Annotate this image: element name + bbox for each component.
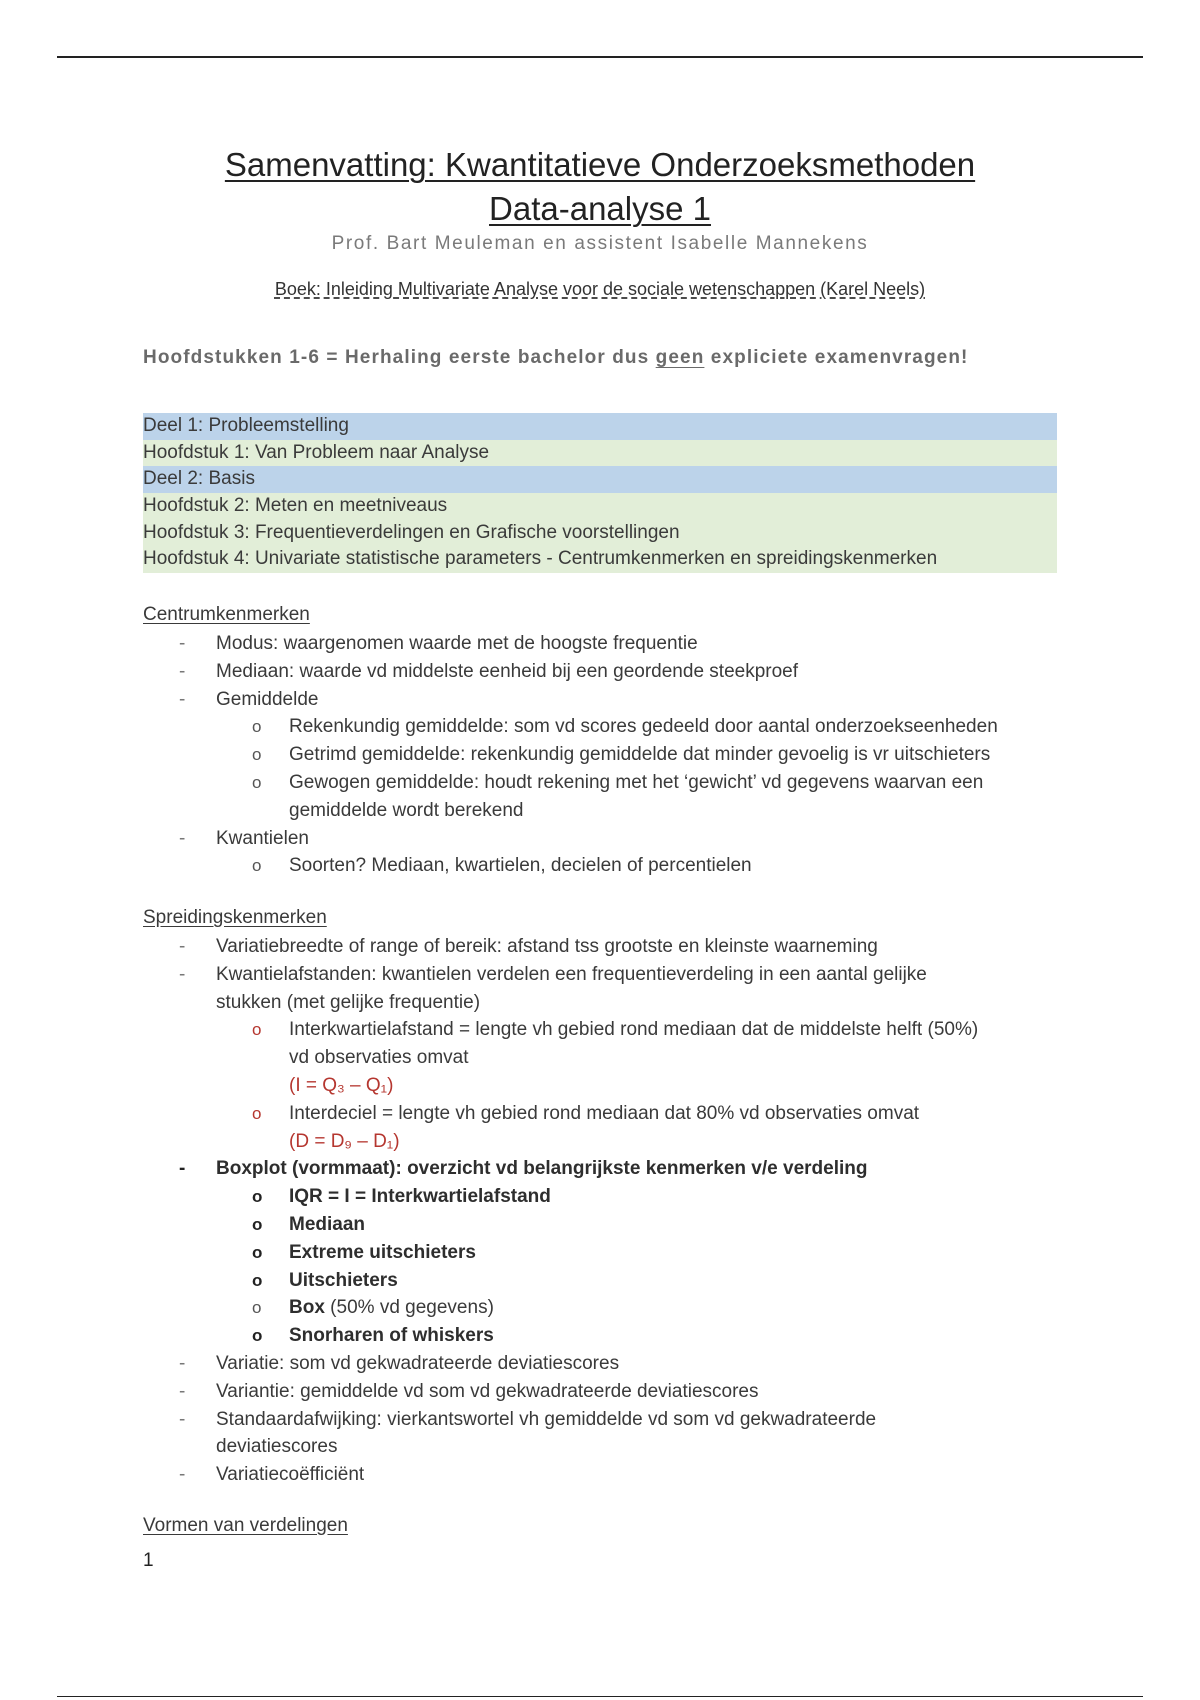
dash-bullet-icon: - xyxy=(179,1352,186,1374)
toc-item: Hoofdstuk 1: Van Probleem naar Analyse xyxy=(143,440,1057,467)
document-subtitle: Data-analyse 1 xyxy=(489,190,711,227)
list-item: - Standaardafwijking: vierkantswortel vh gemiddelde vd som vd gekwadrateerde xyxy=(143,1406,1073,1434)
footer-rule xyxy=(57,1696,1143,1697)
list-item-continuation: stukken (met gelijke frequentie) xyxy=(216,991,481,1013)
dash-bullet-icon: - xyxy=(179,936,186,957)
circle-bullet-icon: o xyxy=(252,1020,262,1040)
list-item: - Variantie: gemiddelde vd som vd gekwadrateerde deviatiescores xyxy=(143,1378,1073,1406)
list-item: - Gemiddelde xyxy=(143,686,1073,714)
centrum-list xyxy=(143,630,1073,880)
document-title: Samenvatting: Kwantitatieve Onderzoeksmethoden xyxy=(224,146,976,183)
dash-bullet-icon: - xyxy=(179,963,186,985)
dash-bullet-icon: - xyxy=(179,1158,186,1180)
exam-note-underlined: geen xyxy=(655,347,705,368)
list-item: o Interdeciel = lengte vh gebied rond mediaan dat 80% vd observaties omvat xyxy=(143,1100,1073,1128)
dash-bullet-icon: - xyxy=(179,1408,186,1430)
list-item: - Boxplot (vormmaat): overzicht vd belangrijkste kenmerken v/e verdeling xyxy=(143,1155,1073,1183)
dash-bullet-icon: - xyxy=(179,688,186,710)
exam-note xyxy=(143,347,969,369)
toc-item: Deel 2: Basis xyxy=(143,466,1057,493)
formula-iqr: (I = Q₃ – Q₁) xyxy=(289,1074,394,1096)
list-item: o IQR = I = Interkwartielafstand xyxy=(143,1183,1073,1211)
list-item: o Gewogen gemiddelde: houdt rekening met het ‘gewicht’ vd gegevens waarvan een xyxy=(143,769,1073,797)
list-item: o Box (50% vd gegevens) xyxy=(143,1294,1073,1322)
exam-note-before: Hoofdstukken 1-6 = Herhaling eerste bachelor dus xyxy=(143,347,656,368)
circle-bullet-icon: o xyxy=(252,772,262,792)
circle-bullet-icon: o xyxy=(252,717,262,737)
list-item: o Uitschieters xyxy=(143,1267,1073,1295)
section-heading-spreidingskenmerken: Spreidingskenmerken xyxy=(143,907,327,928)
circle-bullet-icon: o xyxy=(252,1103,262,1123)
list-item: o Rekenkundig gemiddelde: som vd scores gedeeld door aantal onderzoekseenheden xyxy=(143,713,1073,741)
toc-item: Hoofdstuk 3: Frequentieverdelingen en Grafische voorstellingen xyxy=(143,520,1057,547)
table-of-contents xyxy=(143,413,1057,573)
dash-bullet-icon: - xyxy=(179,1464,186,1486)
formula-interdeciel: (D = D₉ – D₁) xyxy=(289,1130,400,1152)
header-rule xyxy=(57,56,1143,58)
toc-item: Hoofdstuk 2: Meten en meetniveaus xyxy=(143,493,1057,520)
authors: Prof. Bart Meuleman en assistent Isabelle Mannekens xyxy=(331,233,869,254)
list-item-continuation: deviatiescores xyxy=(216,1436,338,1458)
toc-item: Deel 1: Probleemstelling xyxy=(143,413,1057,440)
list-item: - Kwantielafstanden: kwantielen verdelen een frequentieverdeling in een aantal gelijke xyxy=(143,961,1073,989)
list-item: - Modus: waargenomen waarde met de hoogste frequentie xyxy=(143,630,1073,658)
page-number: 1 xyxy=(143,1550,154,1571)
exam-note-after: expliciete examenvragen! xyxy=(704,347,969,368)
circle-bullet-icon: o xyxy=(252,1214,263,1234)
circle-bullet-icon: o xyxy=(252,856,262,876)
list-item-continuation: vd observaties omvat xyxy=(289,1047,469,1069)
dash-bullet-icon: - xyxy=(179,660,186,682)
dash-bullet-icon: - xyxy=(179,633,186,654)
list-item: o Mediaan xyxy=(143,1211,1073,1239)
list-item: - Variatie: som vd gekwadrateerde deviatiescores xyxy=(143,1350,1073,1378)
book-reference: Boek: Inleiding Multivariate Analyse voor de sociale wetenschappen (Karel Neels) xyxy=(274,279,926,299)
list-item: - Kwantielen xyxy=(143,825,1073,853)
section-heading-vormen: Vormen van verdelingen xyxy=(143,1515,348,1536)
spreiding-list xyxy=(143,933,1073,1489)
circle-bullet-icon: o xyxy=(252,1187,263,1207)
dash-bullet-icon: - xyxy=(179,1380,186,1402)
circle-bullet-icon: o xyxy=(252,1326,263,1346)
list-item: - Mediaan: waarde vd middelste eenheid bij een geordende steekproef xyxy=(143,658,1073,686)
list-item: o Getrimd gemiddelde: rekenkundig gemiddelde dat minder gevoelig is vr uitschieters xyxy=(143,741,1073,769)
circle-bullet-icon: o xyxy=(252,1242,263,1262)
list-item: o Interkwartielafstand = lengte vh gebied rond mediaan dat de middelste helft (50%) xyxy=(143,1016,1073,1044)
list-item: o Extreme uitschieters xyxy=(143,1239,1073,1267)
list-item: - Variatiebreedte of range of bereik: afstand tss grootste en kleinste waarneming xyxy=(143,933,1073,961)
circle-bullet-icon: o xyxy=(252,745,262,765)
list-item: - Variatiecoëfficiënt xyxy=(143,1461,1073,1489)
list-item: o Snorharen of whiskers xyxy=(143,1322,1073,1350)
dash-bullet-icon: - xyxy=(179,827,186,849)
list-item-continuation: gemiddelde wordt berekend xyxy=(289,799,524,821)
circle-bullet-icon: o xyxy=(252,1298,262,1318)
list-item: o Soorten? Mediaan, kwartielen, decielen of percentielen xyxy=(143,852,1073,880)
toc-item: Hoofdstuk 4: Univariate statistische parameters - Centrumkenmerken en spreidingskenmerken xyxy=(143,546,1057,573)
circle-bullet-icon: o xyxy=(252,1270,263,1290)
section-heading-centrumkenmerken: Centrumkenmerken xyxy=(143,604,310,625)
